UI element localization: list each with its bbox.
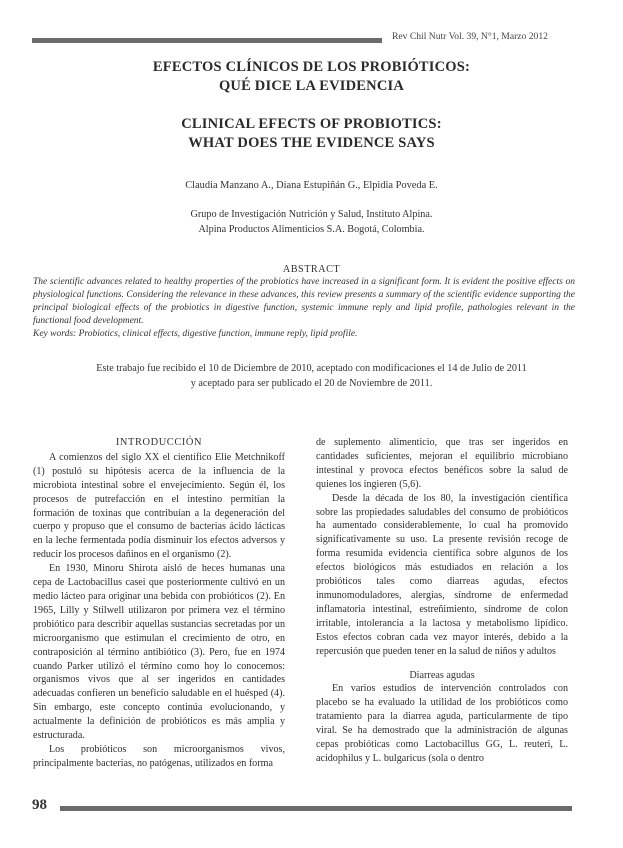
authors: Claudia Manzano A., Diana Estupiñán G., Elpidia Poveda E. (185, 180, 438, 191)
left-column (33, 436, 285, 771)
right-column (316, 436, 568, 766)
paragraph: Los probióticos son microorganismos vivos, principalmente bacterias, no patógenas, utilizados en forma (33, 743, 285, 769)
affiliation-line1: Grupo de Investigación Nutrición y Salud, Instituto Alpina. (190, 209, 433, 220)
footer-rule (60, 806, 572, 811)
affiliation-line2: Alpina Productos Alimenticios S.A. Bogotá, Colombia. (198, 223, 425, 235)
journal-reference: Rev Chil Nutr Vol. 39, N°1, Marzo 2012 (392, 31, 548, 42)
paragraph: En 1930, Minoru Shirota aisló de heces humanas una cepa de Lactobacillus casei que posteriormente cultivó en un medio lácteo para originar una bebida con probióticos (2). En 1965, Lilly y Stilwell utilizaron por primera vez el término probiótico para describir aquellas sustancias secretadas por un microorganismo que estimulan el crecimiento de otro, en contraposición al término antibiótico (3). Pero, fue en 1974 cuando Parker utilizó el término como hoy lo conocemos: organismos vivos que al ser ingeridos en cantidades adecuadas confieren un beneficio saludable en el huésped (4). Sin embargo, este concepto continúa evolucionando, y actualmente la definición de probióticos es más amplia y estructurada. (33, 563, 285, 742)
paragraph: En varios estudios de intervención controlados con placebo se ha evaluado la utilidad de los probióticos como tratamiento para la diarrea aguda, particularmente de tipo viral. Se ha demostrado que la administración de algunas cepas probióticas como Lactobacillus GG, L. reuteri, L. acidophilus y L. bulgaricus (sola o dentro (316, 683, 568, 764)
abstract (33, 276, 575, 341)
received-line2: y aceptado para ser publicado el 20 de Noviembre de 2011. (190, 378, 433, 389)
page-number: 98 (32, 797, 47, 813)
paragraph: Desde la década de los 80, la investigación científica sobre las propiedades saludables del consumo de probióticos ha aumentado considerablemente, lo cual ha promovido significativamente su uso. La presente revisión recoge de forma resumida evidencia científica sobre algunos de los efectos biológicos más estudiados en relación a los probióticos tales como diarreas agudas, efectos inmunomoduladores, alergias, síndrome de enfermedad inflamatoria intestinal, estreñimiento, síndrome de colon irritable, intolerancia a la lactosa y metabolismo lipídico. Estos efectos cobran cada vez mayor interés, debido a la repercusión que pueden tener en la salud de niños y adultos (316, 492, 568, 657)
received-note (0, 361, 623, 391)
subsection-heading-diarreas: Diarreas agudas (409, 669, 475, 681)
title-english-line2: WHAT DOES THE EVIDENCE SAYS (188, 135, 435, 151)
header-rule (32, 38, 382, 43)
paragraph: A comienzos del siglo XX el científico Elie Metchnikoff (1) postuló su hipótesis acerca de la influencia de la microbiota intestinal sobre el envejecimiento. Según él, los procesos de putrefacción en el intestino permitían la formación de toxinas que contribuían a la degeneración del cuerpo y propuso que el consumo de bacterias ácido lácticas en la leche fermentada podía disminuir los efectos adversos y reducir los procesos dañinos en el organismo (2). (33, 451, 285, 561)
received-line1: Este trabajo fue recibido el 10 de Diciembre de 2010, aceptado con modificaciones el 14 de Julio de 2011 (96, 363, 527, 374)
paragraph: de suplemento alimenticio, que tras ser ingeridos en cantidades suficientes, mejoran el equilibrio microbiano intestinal y provoca efectos benéficos sobre la salud de quienes los ingieren (5,6). (316, 437, 568, 490)
keywords: Probiotics, clinical effects, digestive function, immune reply, lipid profile. (78, 329, 358, 339)
abstract-text: The scientific advances related to healthy properties of the probiotics have increased in a significant form. It is evident the positive effects on physiological functions. Considering the relevance in these advances, this review presents a summary of the scientific evidence supporting the principal biological effects of the probiotics in digestive function, systemic immune reply and lipid profile, pathologies relevant in the functional food development. (33, 277, 575, 326)
title-spanish-line2: QUÉ DICE LA EVIDENCIA (218, 78, 405, 94)
affiliation (0, 208, 623, 237)
title-english-line1: CLINICAL EFECTS OF PROBIOTICS: (181, 116, 442, 132)
section-heading-introduction: INTRODUCCIÓN (115, 437, 203, 448)
title-spanish (0, 58, 623, 96)
title-english (0, 115, 623, 153)
title-spanish-line1: EFECTOS CLÍNICOS DE LOS PROBIÓTICOS: (152, 59, 471, 75)
abstract-heading: ABSTRACT (282, 264, 341, 275)
keywords-label: Key words: (33, 329, 77, 339)
